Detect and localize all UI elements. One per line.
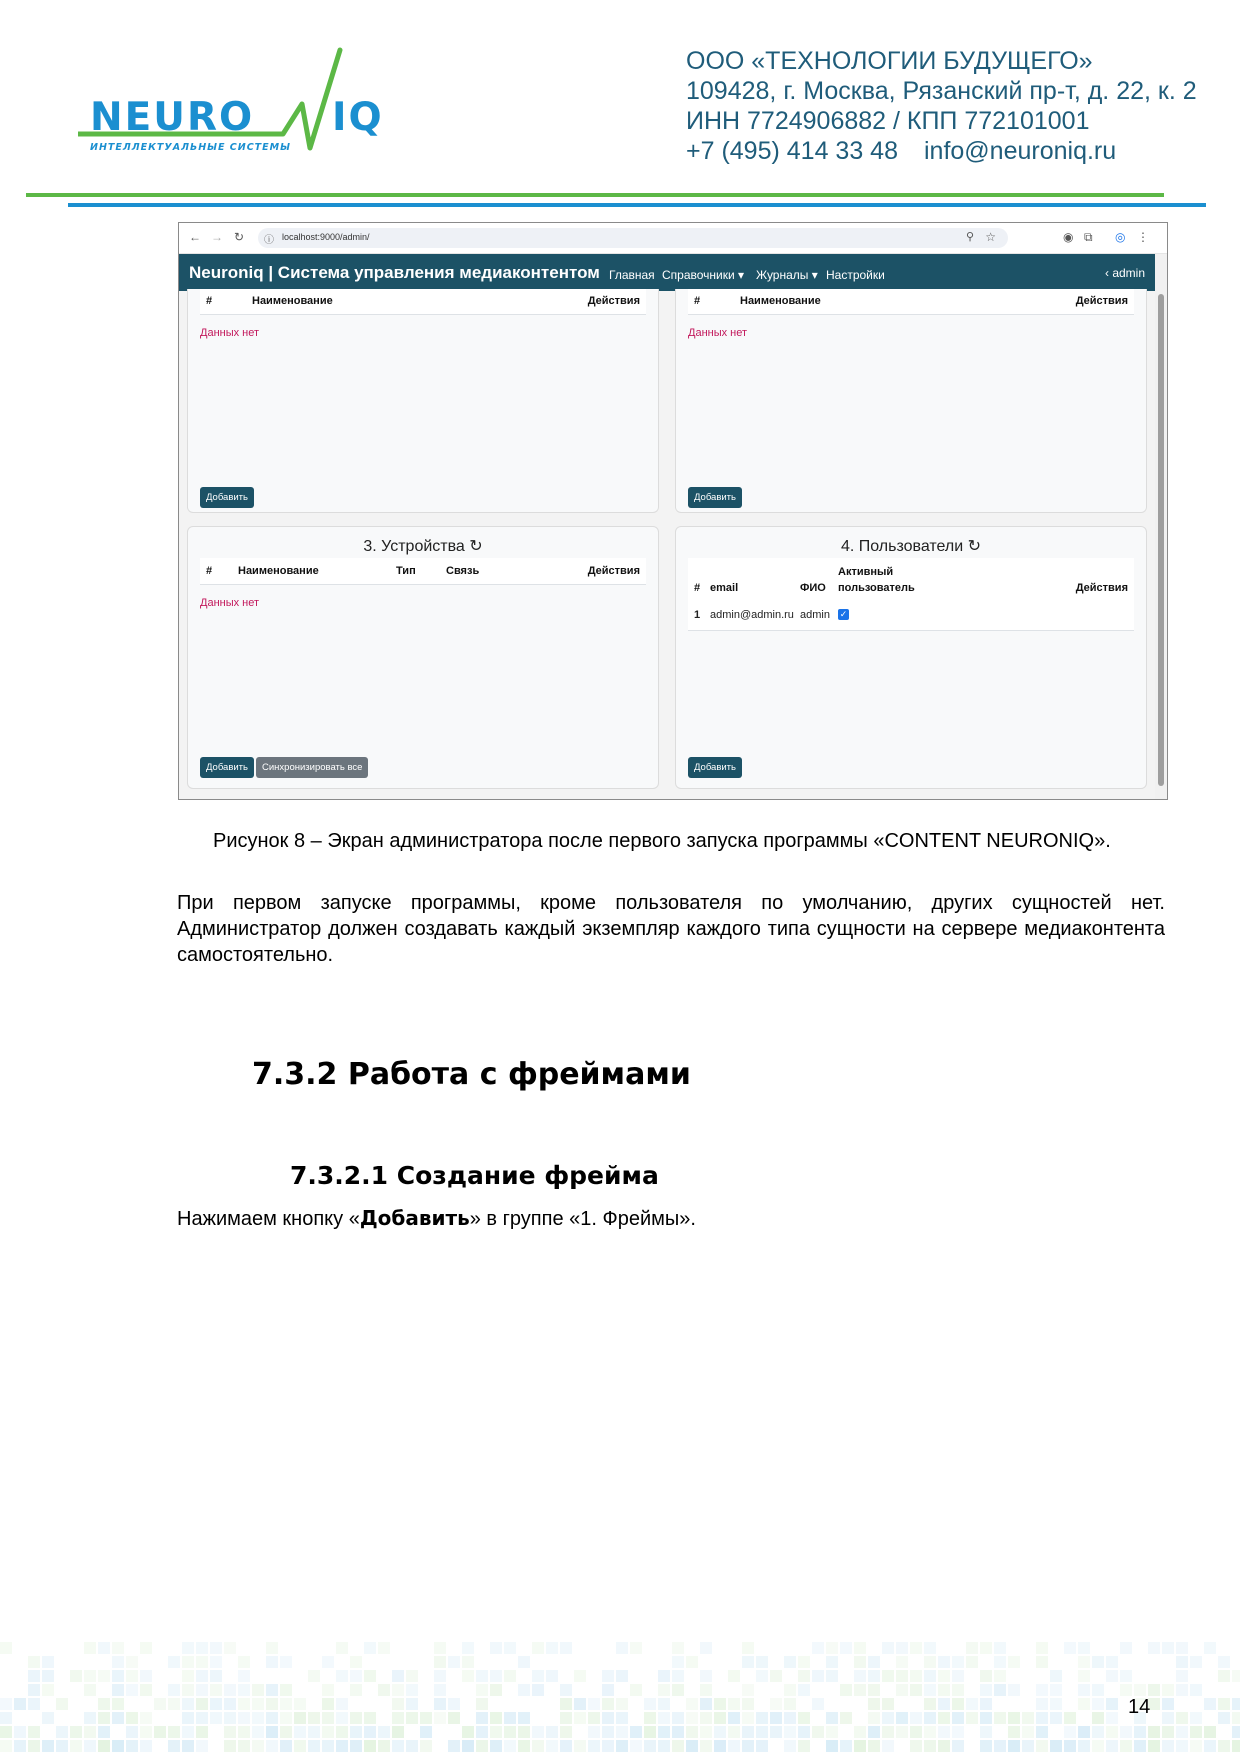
panel-second-empty: Данных нет <box>688 327 748 339</box>
user-fio: admin <box>800 609 830 621</box>
app-brand[interactable]: Neuroniq | Система управления медиаконтентом <box>189 263 600 282</box>
company-email[interactable]: info@neuroniq.ru <box>923 137 1117 165</box>
back-icon[interactable]: ← <box>189 230 201 244</box>
nav-home[interactable]: Главная <box>609 268 655 282</box>
company-tax-ids: ИНН 7724906882 / КПП 772101001 <box>686 107 1090 135</box>
panel-frames-empty: Данных нет <box>200 327 260 339</box>
panel-users-add-button[interactable]: Добавить <box>688 757 742 778</box>
panel-users-header: # email ФИО Активный пользователь Действия <box>688 558 1134 601</box>
panel-frames-header: # Наименование Действия <box>200 289 646 315</box>
nav-settings[interactable]: Настройки <box>826 268 885 282</box>
user-email: admin@admin.ru <box>710 609 794 621</box>
svg-text:IQ: IQ <box>332 95 384 140</box>
panel-frames-add-button[interactable]: Добавить <box>200 487 254 508</box>
panel-devices-header: # Наименование Тип Связь Действия <box>200 558 646 585</box>
url-text: localhost:9000/admin/ <box>282 232 370 242</box>
company-logo <box>78 44 408 164</box>
zoom-icon[interactable]: ⚲ <box>965 231 974 243</box>
section-heading: 7.3.2 Работа с фреймами <box>252 1057 691 1092</box>
table-row[interactable]: 1 admin@admin.ru admin ✓ <box>688 600 1134 631</box>
browser-toolbar <box>179 223 1167 254</box>
header-rule-blue <box>68 203 1206 207</box>
panel-devices <box>187 526 659 789</box>
figure-caption: Рисунок 8 – Экран администратора после первого запуска программы «CONTENT NEURONIQ». <box>213 830 1111 852</box>
panel-second-header: # Наименование Действия <box>688 289 1134 315</box>
panel-users <box>675 526 1147 789</box>
panel-devices-empty: Данных нет <box>200 597 260 609</box>
footer-pattern <box>0 1640 1240 1754</box>
active-checkbox[interactable]: ✓ <box>839 609 848 619</box>
header-rule-green <box>26 193 1164 197</box>
panel-second <box>675 289 1147 513</box>
reload-icon[interactable]: ↻ <box>234 230 245 244</box>
forward-icon[interactable]: → <box>211 230 223 244</box>
admin-screenshot <box>178 222 1168 800</box>
nav-journals[interactable]: Журналы ▾ <box>756 268 818 282</box>
kebab-menu-icon[interactable]: ⋮ <box>1137 230 1149 244</box>
scrollbar-thumb[interactable] <box>1158 294 1164 786</box>
company-name: ООО «ТЕХНОЛОГИИ БУДУЩЕГО» <box>686 47 1093 75</box>
star-icon[interactable]: ☆ <box>985 230 996 244</box>
panel-devices-sync-button[interactable]: Синхронизировать все <box>256 757 368 778</box>
company-details <box>686 46 1197 166</box>
panel-frames <box>187 289 659 513</box>
subsection-heading: 7.3.2.1 Создание фрейма <box>290 1161 659 1190</box>
page-scrollbar[interactable] <box>1155 254 1167 799</box>
nav-references[interactable]: Справочники ▾ <box>662 268 745 282</box>
puzzle-icon[interactable]: ⧉ <box>1084 230 1093 244</box>
panel-second-add-button[interactable]: Добавить <box>688 487 742 508</box>
svg-text:NEURO: NEURO <box>90 95 255 140</box>
info-icon[interactable]: ⓘ <box>264 235 274 246</box>
page-number: 14 <box>1128 1696 1151 1718</box>
body-paragraph: При первом запуске программы, кроме пользователя по умолчанию, других сущностей нет. Администратор должен создавать каждый экземпляр каждого типа сущности на сервере медиаконтента самостоятельно. <box>177 892 1165 966</box>
company-address: 109428, г. Москва, Рязанский пр-т, д. 22, к. 2 <box>686 77 1197 105</box>
panel-devices-title[interactable]: 3. Устройства ↻ <box>363 538 483 555</box>
company-phone: +7 (495) 414 33 48 <box>686 137 898 165</box>
panel-users-title[interactable]: 4. Пользователи ↻ <box>840 538 982 555</box>
logo-subtitle: ИНТЕЛЛЕКТУАЛЬНЫЕ СИСТЕМЫ <box>90 142 291 153</box>
profile-icon[interactable]: ◎ <box>1115 230 1126 244</box>
company-contacts <box>686 136 1197 166</box>
address-bar[interactable] <box>258 228 1008 248</box>
extension-icon[interactable]: ◉ <box>1063 230 1074 244</box>
app-navbar <box>179 254 1155 291</box>
panel-devices-add-button[interactable]: Добавить <box>200 757 254 778</box>
instruction-paragraph: Нажимаем кнопку «Добавить» в группе «1. Фреймы». <box>177 1206 696 1230</box>
user-menu[interactable]: ‹ admin <box>1104 266 1145 280</box>
